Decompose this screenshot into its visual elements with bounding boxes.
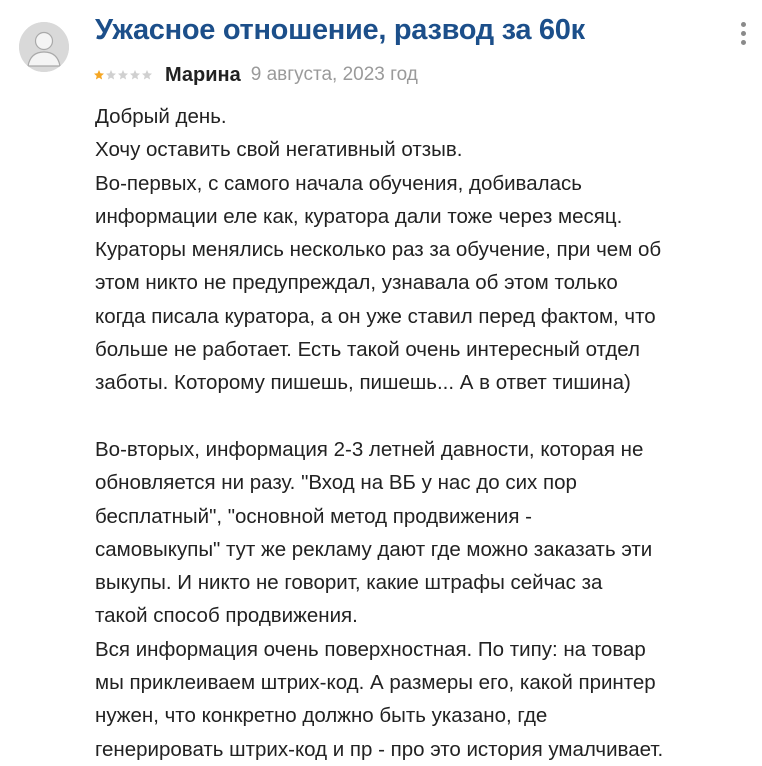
review-text-line: Добрый день.	[95, 105, 227, 128]
review-text-line: обновляется ни разу. "Вход на ВБ у нас до сих пор	[95, 471, 577, 495]
star-icon	[93, 69, 105, 81]
review-text-line: самовыкупы" тут же рекламу дают где можно заказать эти	[95, 537, 653, 561]
review-text-line: такой способ продвижения.	[95, 604, 358, 628]
review-body	[95, 100, 760, 766]
rating-stars	[93, 69, 153, 81]
review-text-line: нужен, что конкретно должно быть указано, где	[95, 704, 548, 728]
star-icon	[129, 69, 141, 81]
review-text-line: Во-первых, с самого начала обучения, добивалась	[95, 171, 582, 195]
review-text-line: Кураторы менялись несколько раз за обучение, при чем об	[95, 238, 662, 262]
review-text-line: Вся информация очень поверхностная. По типу: на товар	[95, 637, 646, 661]
review-text-line: Во-вторых, информация 2-3 летней давности, которая не	[95, 437, 644, 461]
review-text-line: генерировать штрих-код и пр - про это история умалчивает.	[95, 737, 664, 761]
star-icon	[141, 69, 153, 81]
review-text-line: выкупы. И никто не говорит, какие штрафы сейчас за	[95, 571, 603, 595]
review-text-line: этом никто не предупреждал, узнавала об этом только	[95, 271, 618, 295]
review-date: 9 августа, 2023 год	[250, 64, 418, 85]
paragraph-spacer	[95, 400, 760, 433]
review-text-line: информации еле как, куратора дали тоже через месяц.	[95, 204, 623, 228]
star-icon	[117, 69, 129, 81]
review-text-line: мы приклеиваем штрих-код. А размеры его, какой принтер	[95, 671, 656, 695]
review-text-line: Хочу оставить свой негативный отзыв.	[95, 138, 463, 162]
review-text-line: бесплатный", "основной метод продвижения -	[95, 504, 532, 528]
review-text-line: больше не работает. Есть такой очень интересный отдел	[95, 338, 640, 362]
review-text-line: заботы. Которому пишешь, пишешь... А в ответ тишина)	[95, 371, 631, 395]
star-icon	[105, 69, 117, 81]
author-name[interactable]: Марина	[165, 63, 241, 86]
more-vertical-icon[interactable]	[733, 22, 753, 50]
review-text-line: когда писала куратора, а он уже ставил перед фактом, что	[95, 304, 656, 328]
user-avatar-icon[interactable]	[19, 22, 69, 72]
review-meta	[93, 62, 418, 88]
review-title[interactable]: Ужасное отношение, развод за 60к	[95, 14, 585, 46]
